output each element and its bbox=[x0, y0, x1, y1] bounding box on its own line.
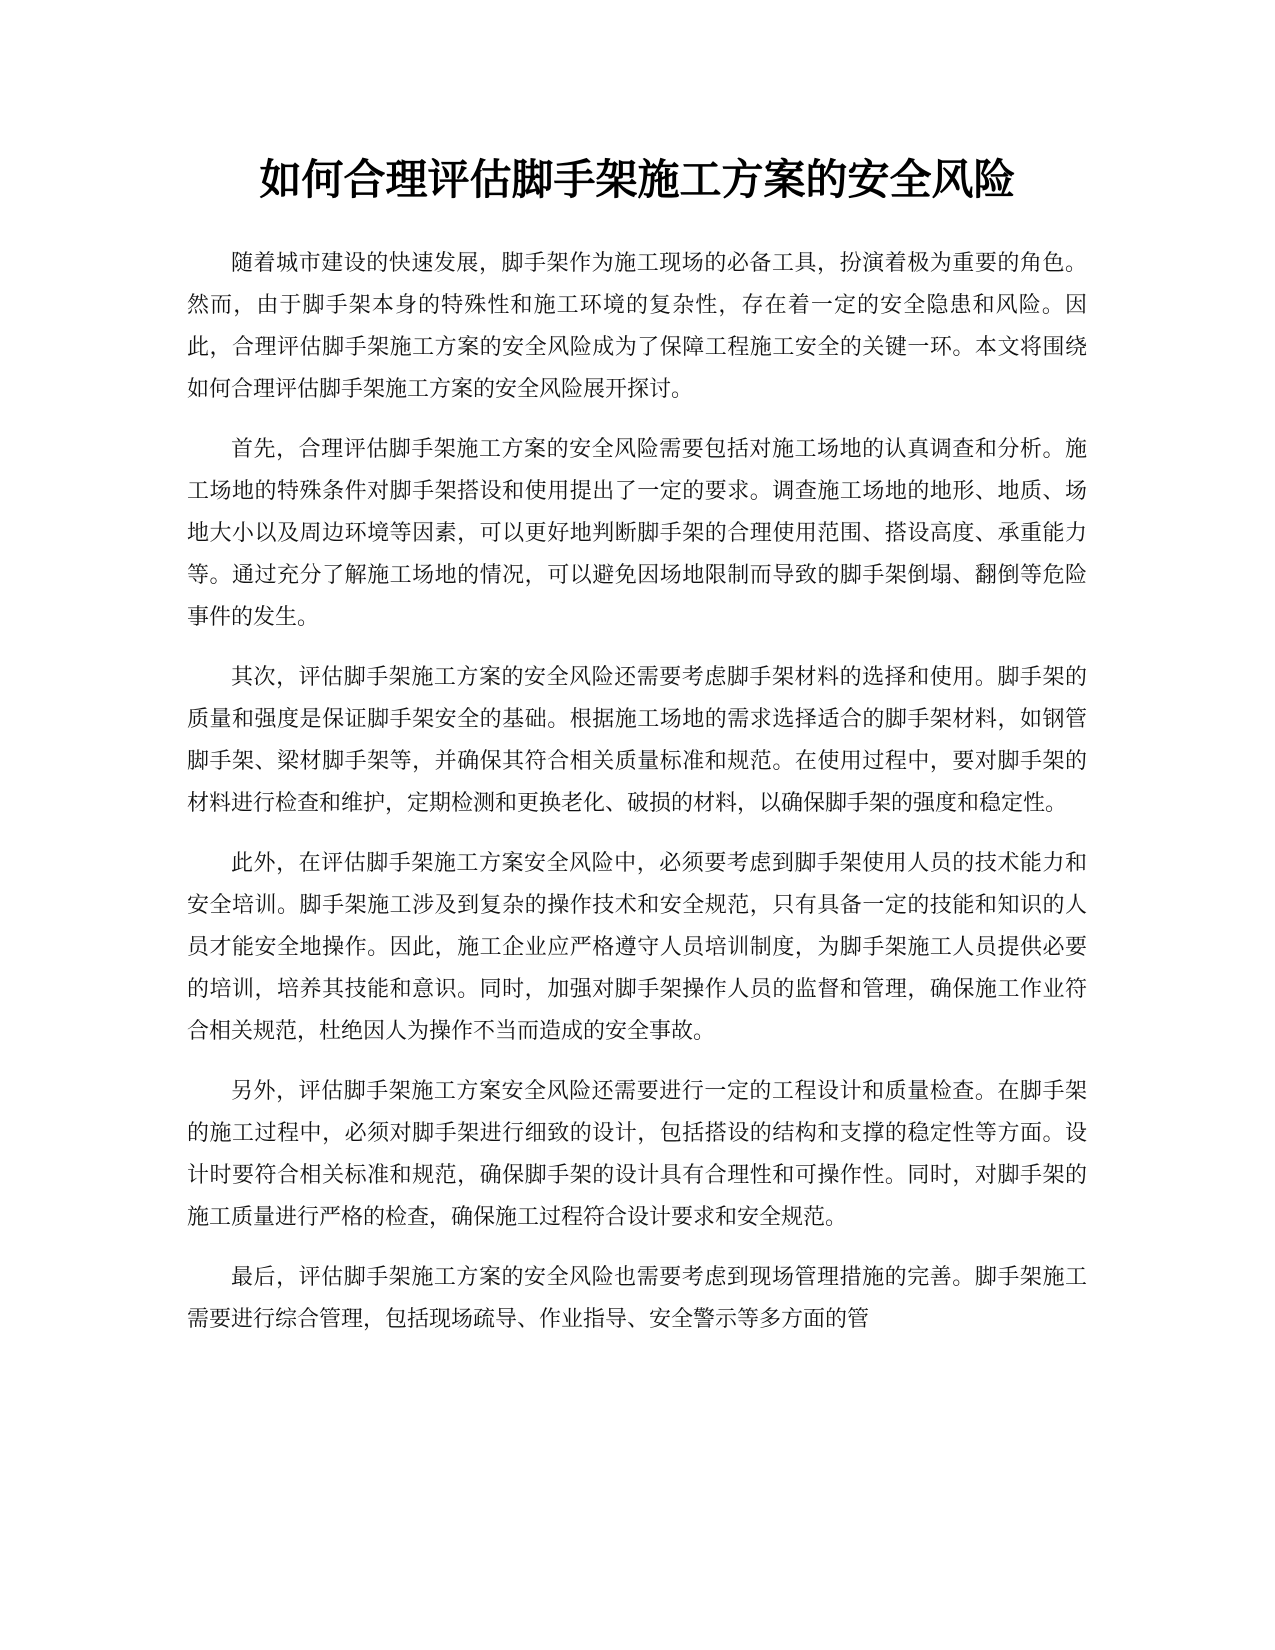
paragraph-site-management: 最后，评估脚手架施工方案的安全风险也需要考虑到现场管理措施的完善。脚手架施工需要进行综合管理，包括现场疏导、作业指导、安全警示等多方面的管 bbox=[187, 1265, 1087, 1332]
paragraph-training: 此外，在评估脚手架施工方案安全风险中，必须要考虑到脚手架使用人员的技术能力和安全培训。脚手架施工涉及到复杂的操作技术和安全规范，只有具备一定的技能和知识的人员才能安全地操作。因此，施工企业应严格遵守人员培训制度，为脚手架施工人员提供必要的培训，培养其技能和意识。同时，加强对脚手架操作人员的监督和管理，确保施工作业符合相关规范，杜绝因人为操作不当而造成的安全事故。 bbox=[187, 851, 1087, 1044]
paragraph-materials: 其次，评估脚手架施工方案的安全风险还需要考虑脚手架材料的选择和使用。脚手架的质量和强度是保证脚手架安全的基础。根据施工场地的需求选择适合的脚手架材料，如钢管脚手架、梁材脚手架等，并确保其符合相关质量标准和规范。在使用过程中，要对脚手架的材料进行检查和维护，定期检测和更换老化、破损的材料，以确保脚手架的强度和稳定性。 bbox=[187, 665, 1087, 816]
document-body bbox=[187, 243, 1087, 1359]
paragraph-site-survey: 首先，合理评估脚手架施工方案的安全风险需要包括对施工场地的认真调查和分析。施工场地的特殊条件对脚手架搭设和使用提出了一定的要求。调查施工场地的地形、地质、场地大小以及周边环境等因素，可以更好地判断脚手架的合理使用范围、搭设高度、承重能力等。通过充分了解施工场地的情况，可以避免因场地限制而导致的脚手架倒塌、翻倒等危险事件的发生。 bbox=[187, 437, 1087, 630]
document-title: 如何合理评估脚手架施工方案的安全风险 bbox=[259, 155, 1016, 204]
paragraph-intro: 随着城市建设的快速发展，脚手架作为施工现场的必备工具，扮演着极为重要的角色。然而，由于脚手架本身的特殊性和施工环境的复杂性，存在着一定的安全隐患和风险。因此，合理评估脚手架施工方案的安全风险成为了保障工程施工安全的关键一环。本文将围绕如何合理评估脚手架施工方案的安全风险展开探讨。 bbox=[187, 251, 1087, 402]
paragraph-design-inspection: 另外，评估脚手架施工方案安全风险还需要进行一定的工程设计和质量检查。在脚手架的施工过程中，必须对脚手架进行细致的设计，包括搭设的结构和支撑的稳定性等方面。设计时要符合相关标准和规范，确保脚手架的设计具有合理性和可操作性。同时，对脚手架的施工质量进行严格的检查，确保施工过程符合设计要求和安全规范。 bbox=[187, 1079, 1087, 1230]
